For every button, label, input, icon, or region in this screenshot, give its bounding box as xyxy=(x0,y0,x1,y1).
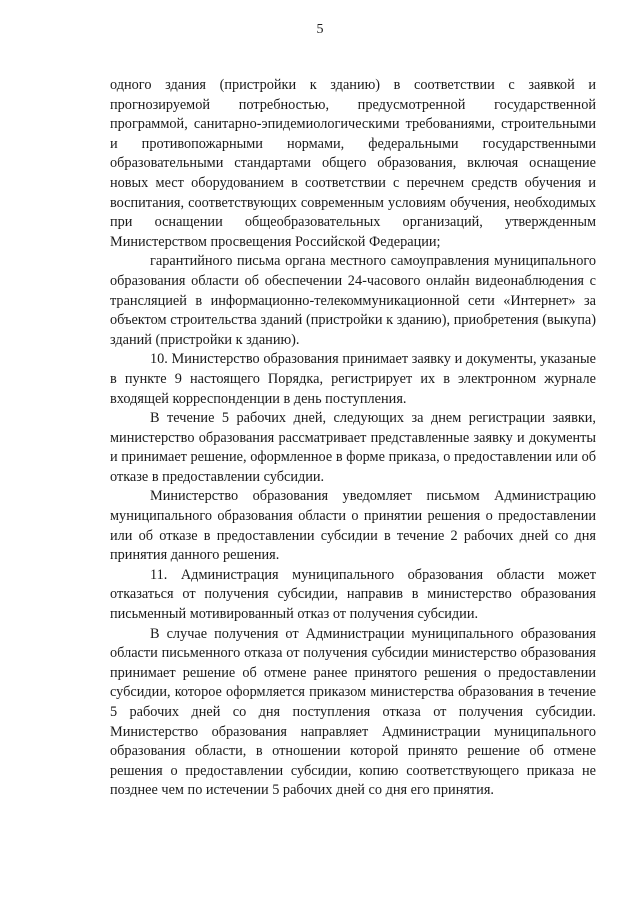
paragraph-item-10: 10. Министерство образования принимает заявку и документы, указаные в пункте 9 настоящего Порядка, регистрирует их в электронном журнале входящей корреспонденции в день поступления. xyxy=(110,351,596,407)
paragraph-guarantee-letter: гарантийного письма органа местного самоуправления муниципального образования области об обеспечении 24-часового онлайн видеонаблюдения с трансляцией в информационно-телекоммуникационной сети «Интернет» за объектом строительства зданий (пристройки к зданию), приобретения (выкупа) зданий (пристройки к зданию). xyxy=(110,253,596,348)
paragraph-refusal-handling: В случае получения от Администрации муниципального образования области письменного отказа от получения субсидии министерство образования принимает решение об отмене ранее принятого решения о предоставлении субсидии, которое оформляется приказом министерства образования в течение 5 рабочих дней со дня поступления отказа от получения субсидии. Министерство образования направляет Администрации муниципального образования области, в отношении которой принято решение об отмене решения о предоставлении субсидии, копию соответствующего приказа не позднее чем по истечении 5 рабочих дней со дня его принятия. xyxy=(110,625,596,799)
paragraph-notification: Министерство образования уведомляет письмом Администрацию муниципального образования области о принятии решения о предоставлении или об отказе в предоставлении субсидии в течение 2 рабочих дней со дня принятия данного решения. xyxy=(110,488,596,564)
page-number: 5 xyxy=(316,22,324,37)
paragraph-item-11: 11. Администрация муниципального образования области может отказаться от получения субсидии, направив в министерство образования письменный мотивированный отказ от получения субсидии. xyxy=(110,566,596,623)
paragraph-continuation: одного здания (пристройки к зданию) в соответствии с заявкой и прогнозируемой потребностью, предусмотренной государственной программой, санитарно-эпидемиологическими требованиями, строительными и противопожарными нормами, федеральными государственными образовательными стандартами общего образования, включая оснащение новых мест оборудованием в соответствии с перечнем средств обучения и воспитания, соответствующих современным условиям обучения, необходимых при оснащении общеобразовательных организаций, утвержденным Министерством просвещения Российской Федерации; xyxy=(110,77,596,250)
document-body xyxy=(110,76,596,801)
paragraph-review-period: В течение 5 рабочих дней, следующих за днем регистрации заявки, министерство образования рассматривает представленные заявку и документы и принимает решение, оформленное в форме приказа, о предоставлении или об отказе в предоставлении субсидии. xyxy=(110,410,596,485)
